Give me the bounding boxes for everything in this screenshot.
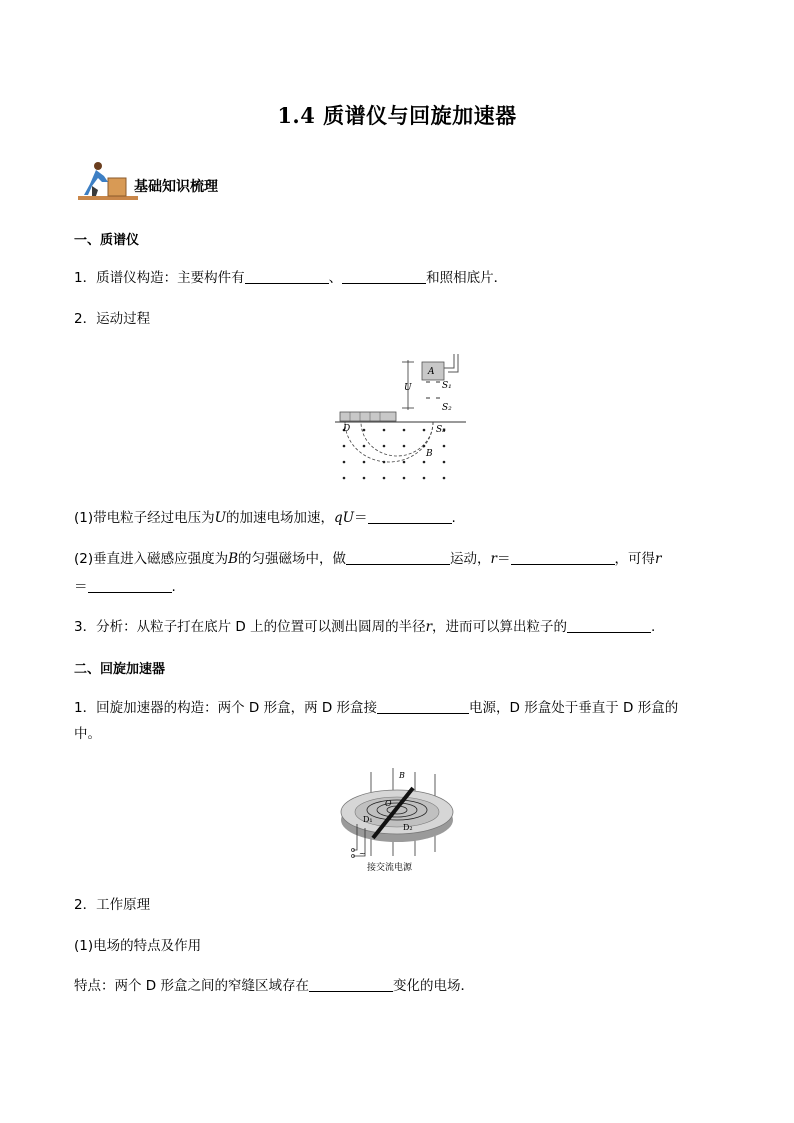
paragraph-features: 特点：两个 D 形盒之间的窄缝区域存在 变化的电场．	[74, 978, 474, 994]
section-banner	[78, 160, 238, 204]
label-B: B	[399, 771, 405, 780]
diagram-caption: 接交流电源	[367, 863, 413, 873]
blank-radius-result[interactable]	[88, 578, 172, 593]
cyclotron-diagram	[333, 766, 463, 876]
label-D2: D₂	[403, 823, 413, 832]
label-D1: D₁	[363, 815, 373, 824]
label-A: A	[428, 367, 435, 377]
label-O: O	[385, 799, 392, 808]
label-D: D	[343, 424, 351, 434]
paragraph-acceleration: (1)带电粒子经过电压为U的加速电场加速，qU＝ .	[74, 510, 456, 526]
paragraph-structure: 1．质谱仪构造：主要构件有 、 和照相底片．	[74, 270, 508, 286]
section-heading-mass-spectrometer: 一、质谱仪	[74, 233, 140, 248]
blank-field-variation[interactable]	[309, 977, 393, 992]
label-tilde: ~	[359, 849, 366, 858]
blank-radius-expr[interactable]	[511, 550, 615, 565]
paragraph-working-principle: 2．工作原理	[74, 897, 151, 913]
blank-kinetic-energy[interactable]	[368, 509, 452, 524]
paragraph-cyclotron-structure-cont: 中。	[74, 726, 101, 742]
label-S2: S₂	[442, 403, 452, 413]
paragraph-motion-process: 2．运动过程	[74, 311, 151, 327]
pushing-box-icon	[78, 160, 138, 202]
label-U: U	[404, 383, 412, 393]
page-title: 1.4 质谱仪与回旋加速器	[277, 103, 517, 128]
section-heading-cyclotron: 二、回旋加速器	[74, 662, 166, 677]
paragraph-cyclotron-structure: 1．回旋加速器的构造：两个 D 形盒，两 D 形盒接 电源，D 形盒处于垂直于 D 形盒的	[74, 700, 679, 716]
paragraph-analysis: 3．分析：从粒子打在底片 D 上的位置可以测出圆周的半径r，进而可以算出粒子的 .	[74, 619, 656, 635]
label-B: B	[426, 449, 433, 459]
label-S3: S₃	[436, 425, 446, 435]
blank-component-2[interactable]	[342, 269, 426, 284]
banner-label: 基础知识梳理	[134, 179, 218, 195]
paragraph-field-features: (1)电场的特点及作用	[74, 938, 202, 954]
paragraph-magnetic-field-cont: ＝ .	[74, 579, 176, 595]
blank-motion-type[interactable]	[346, 550, 450, 565]
mass-spectrometer-diagram	[330, 350, 475, 485]
blank-particle-property[interactable]	[567, 618, 651, 633]
blank-power-type[interactable]	[377, 699, 469, 714]
blank-component-1[interactable]	[245, 269, 329, 284]
paragraph-magnetic-field: (2)垂直进入磁感应强度为B的匀强磁场中，做 运动，r＝ ，可得r	[74, 551, 662, 567]
label-S1: S₁	[442, 381, 452, 391]
